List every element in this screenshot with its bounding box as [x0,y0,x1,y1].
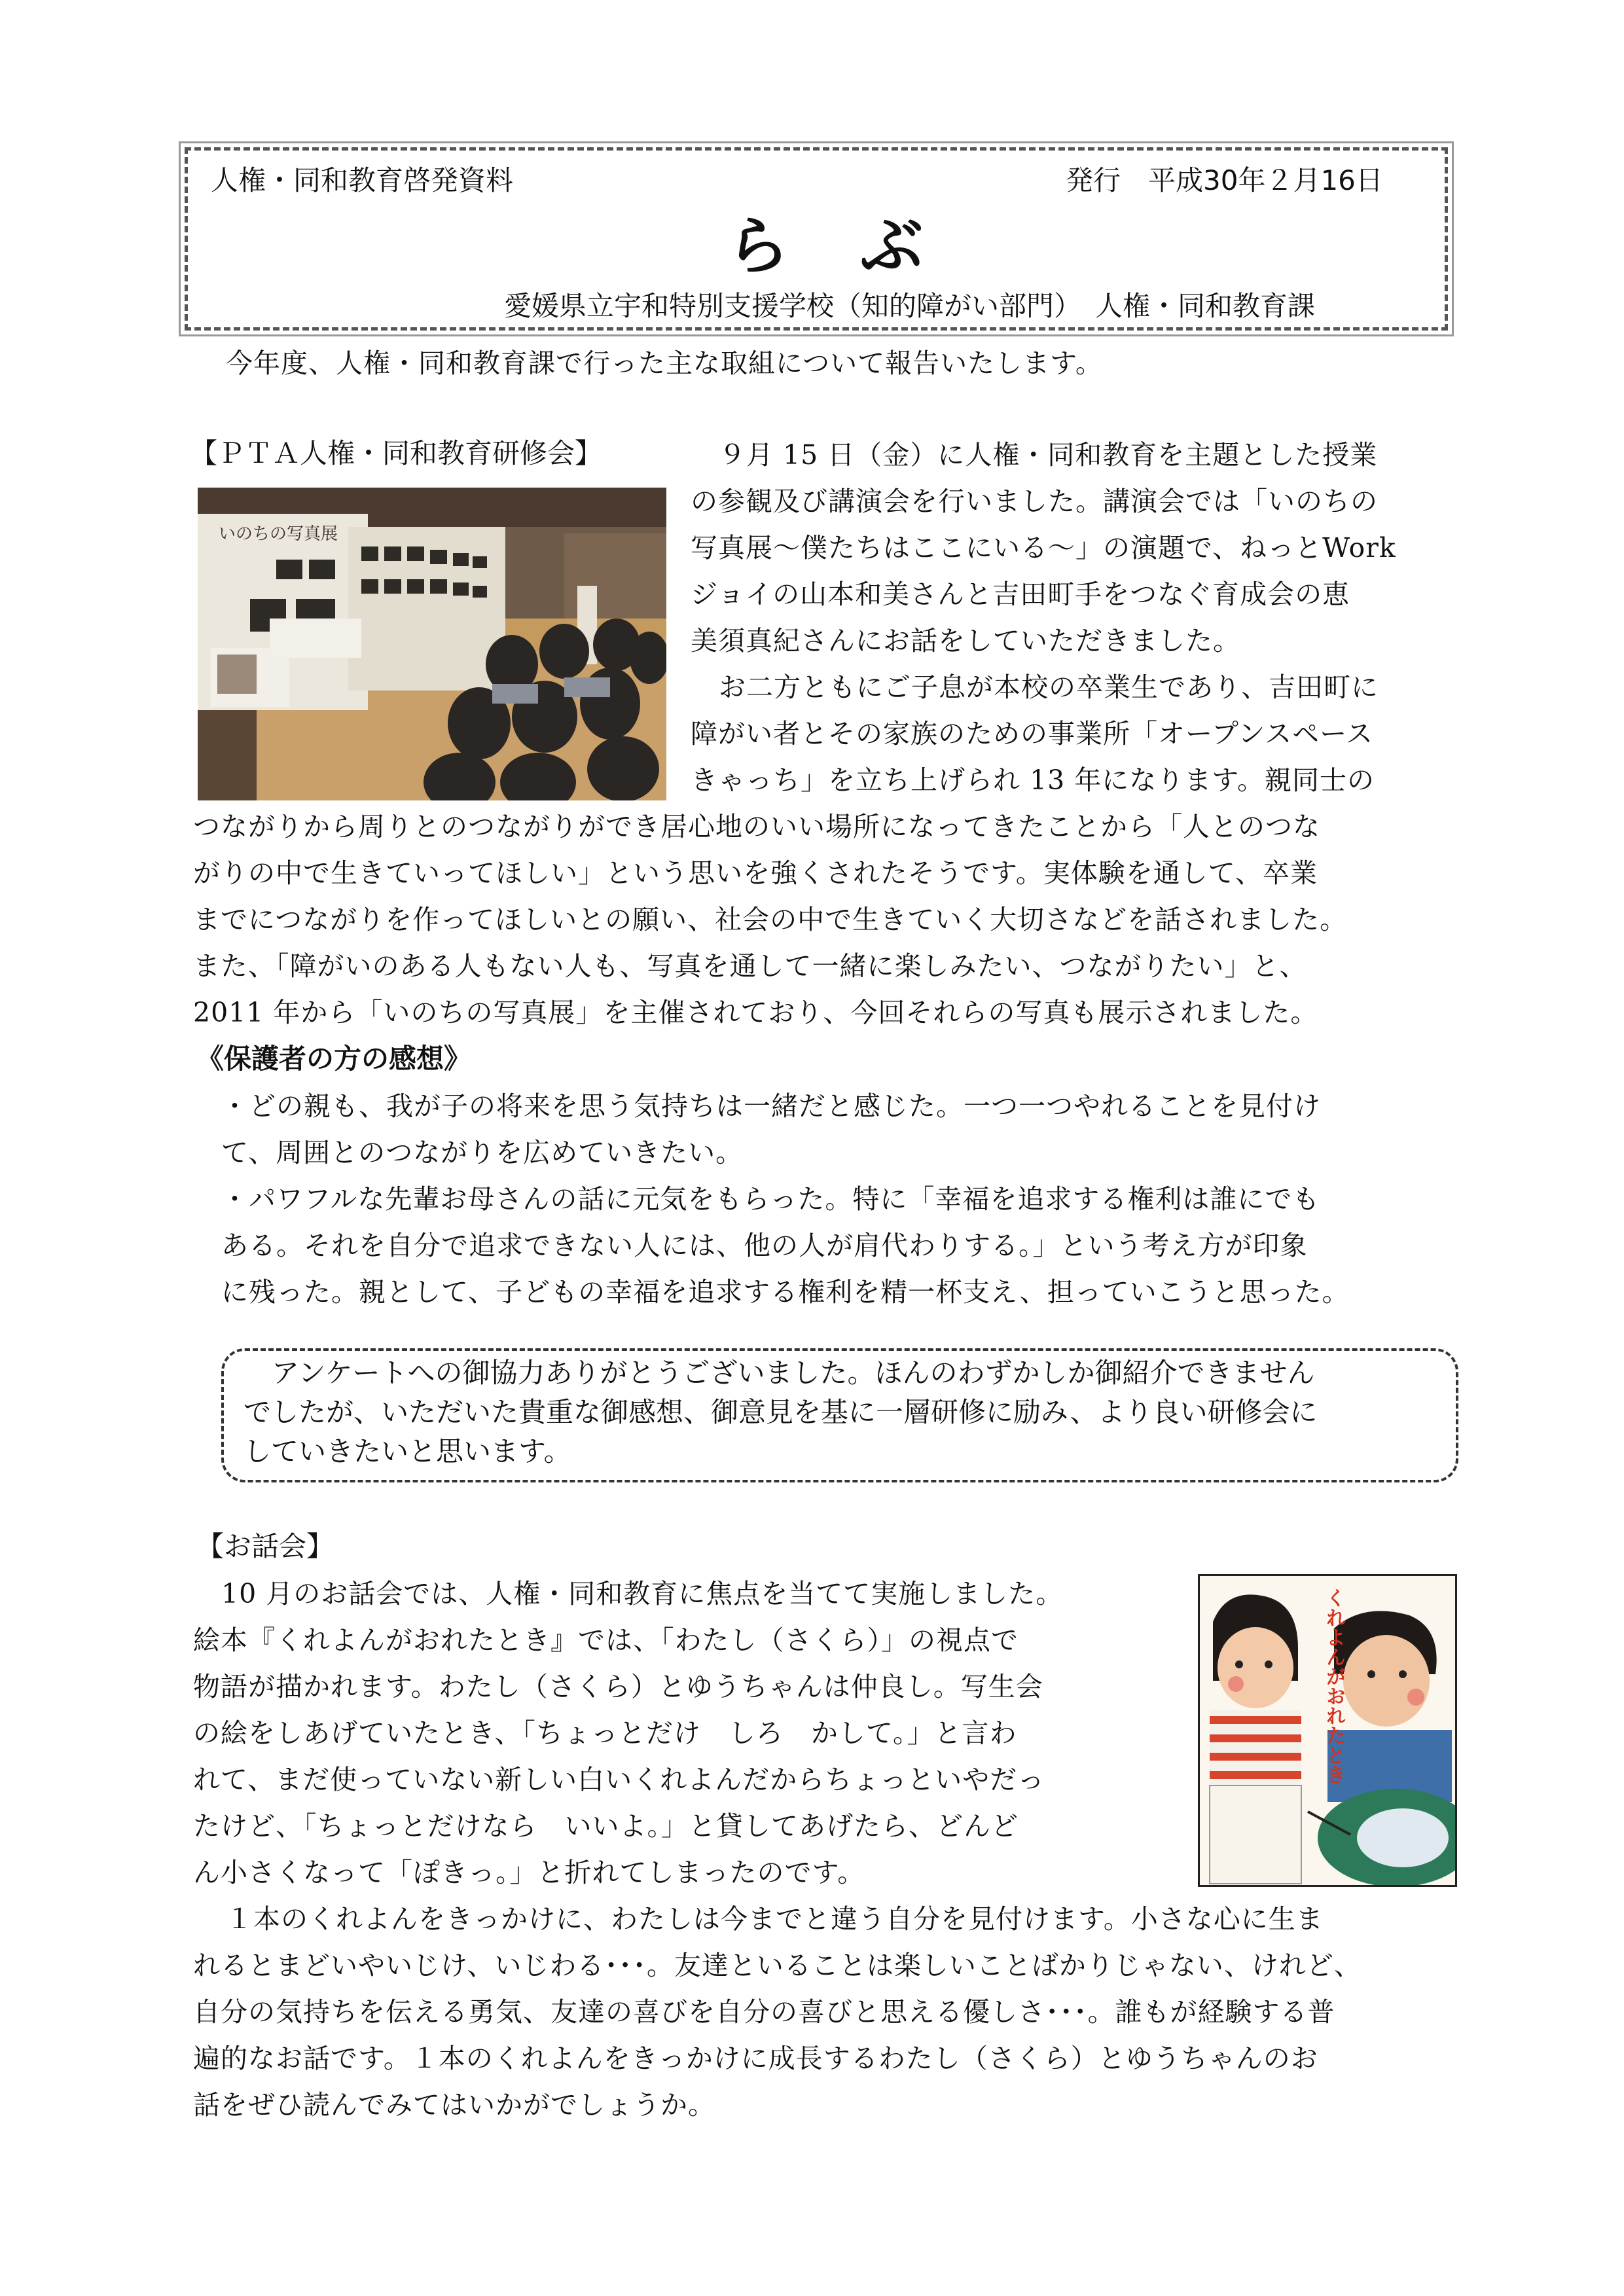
impression-line-1: ・どの親も、我が子の将来を思う気持ちは一緒だと感じた。一つ一つやれることを見付け [221,1090,1321,1122]
pta-line-7: 障がい者とその家族のための事業所「オープンスペース [691,718,1374,749]
pta-line-12: また、「障がいのある人もない人も、写真を通して一緒に楽しみたい、つながりたい」と、 [193,950,1307,982]
ohanashi-line-8: １本のくれよんをきっかけに、わたしは今までと違う自分を見付けます。小さな心に生ま [226,1903,1324,1935]
ohanashi-line-4: の絵をしあげていたとき、「ちょっとだけ しろ かして。」と言わ [193,1717,1017,1749]
picture-book-cover [1198,1574,1457,1887]
note-line-2: でしたが、いただいた貴重な御感想、御意見を基に一層研修に励み、より良い研修会に [244,1396,1318,1428]
ohanashi-line-7: ん小さくなって「ぽきっ。」と折れてしまったのです。 [193,1857,865,1888]
pta-line-11: までにつながりを作ってほしいとの願い、社会の中で生きていく大切さなどを話されました。 [193,904,1348,935]
pta-line-3: 写真展～僕たちはここにいる～」の演題で、ねっとWork [691,532,1396,564]
pta-line-13: 2011 年から「いのちの写真展」を主催されており、今回それらの写真も展示されました。 [193,997,1318,1028]
pta-line-5: 美須真紀さんにお話をしていただきました。 [691,625,1240,656]
impressions-heading: 《保護者の方の感想》 [196,1043,472,1075]
note-line-1: アンケートへの御協力ありがとうございました。ほんのわずかしか御紹介できません [272,1357,1315,1389]
impression-line-2: て、周囲とのつながりを広めていきたい。 [221,1137,744,1168]
ohanashi-line-5: れて、まだ使っていない新しい白いくれよんだからちょっといやだっ [193,1764,1045,1795]
ohanashi-line-9: れるとまどいやいじけ、いじわる･･･。友達といることは楽しいことばかりじゃない、けれど、 [193,1950,1362,1981]
ohanashi-heading: 【お話会】 [196,1530,334,1562]
book-title-text: くれよんがおれたとき [1322,1588,1345,1784]
ohanashi-line-11: 遍的なお話です。１本のくれよんをきっかけに成長するわたし（さくら）とゆうちゃんのお [193,2043,1318,2074]
ohanashi-line-2: 絵本『くれよんがおれたとき』では、「わたし（さくら）」の視点で [193,1624,1019,1656]
pta-line-1: ９月 15 日（金）に人権・同和教育を主題とした授業 [719,439,1378,471]
impression-line-5: に残った。親として、子どもの幸福を追求する権利を精一杯支え、担っていこうと思った。 [221,1276,1350,1308]
ohanashi-line-1: 10 月のお話会では、人権・同和教育に焦点を当てて実施しました。 [221,1578,1064,1609]
impression-line-3: ・パワフルな先輩お母さんの話に元気をもらった。特に「幸福を追求する権利は誰にでも [221,1183,1320,1215]
note-line-3: していきたいと思います。 [244,1435,571,1467]
impression-line-4: ある。それを自分で追求できない人には、他の人が肩代わりする。」という考え方が印象 [221,1230,1308,1261]
pta-line-10: がりの中で生きていってほしい」という思いを強くされたそうです。実体験を通して、卒業 [193,857,1318,889]
pta-line-4: ジョイの山本和美さんと吉田町手をつなぐ育成会の恵 [691,579,1350,610]
photo-exhibit-sign: いのちの写真展 [219,524,338,544]
header-category: 人権・同和教育啓発資料 [211,164,514,196]
issue-date: 発行 平成30年２月16日 [1066,164,1383,196]
intro-text: 今年度、人権・同和教育課で行った主な取組について報告いたします。 [226,348,1103,379]
ohanashi-line-3: 物語が描かれます。わたし（さくら）とゆうちゃんは仲良し。写生会 [193,1671,1043,1702]
pta-line-2: の参観及び講演会を行いました。講演会では「いのちの [691,486,1378,517]
pta-heading: 【ＰＴＡ人権・同和教育研修会】 [190,437,603,469]
ohanashi-line-6: たけど、「ちょっとだけなら いいよ。」と貸してあげたら、どんど [193,1810,1019,1842]
pta-line-6: お二方ともにご子息が本校の卒業生であり、吉田町に [719,672,1379,703]
pta-line-9: つながりから周りとのつながりができ居心地のいい場所になってきたことから「人とのつな [193,811,1320,842]
publisher: 愛媛県立宇和特別支援学校（知的障がい部門） 人権・同和教育課 [504,290,1316,322]
newsletter-title: ら ぶ [727,209,927,283]
pta-line-8: きゃっち」を立ち上げられ 13 年になります。親同士の [691,764,1375,796]
pta-seminar-photo [198,488,666,800]
ohanashi-line-12: 話をぜひ読んでみてはいかがでしょうか。 [193,2089,715,2121]
ohanashi-line-10: 自分の気持ちを伝える勇気、友達の喜びを自分の喜びと思える優しさ･･･。誰もが経験する普 [193,1996,1335,2028]
